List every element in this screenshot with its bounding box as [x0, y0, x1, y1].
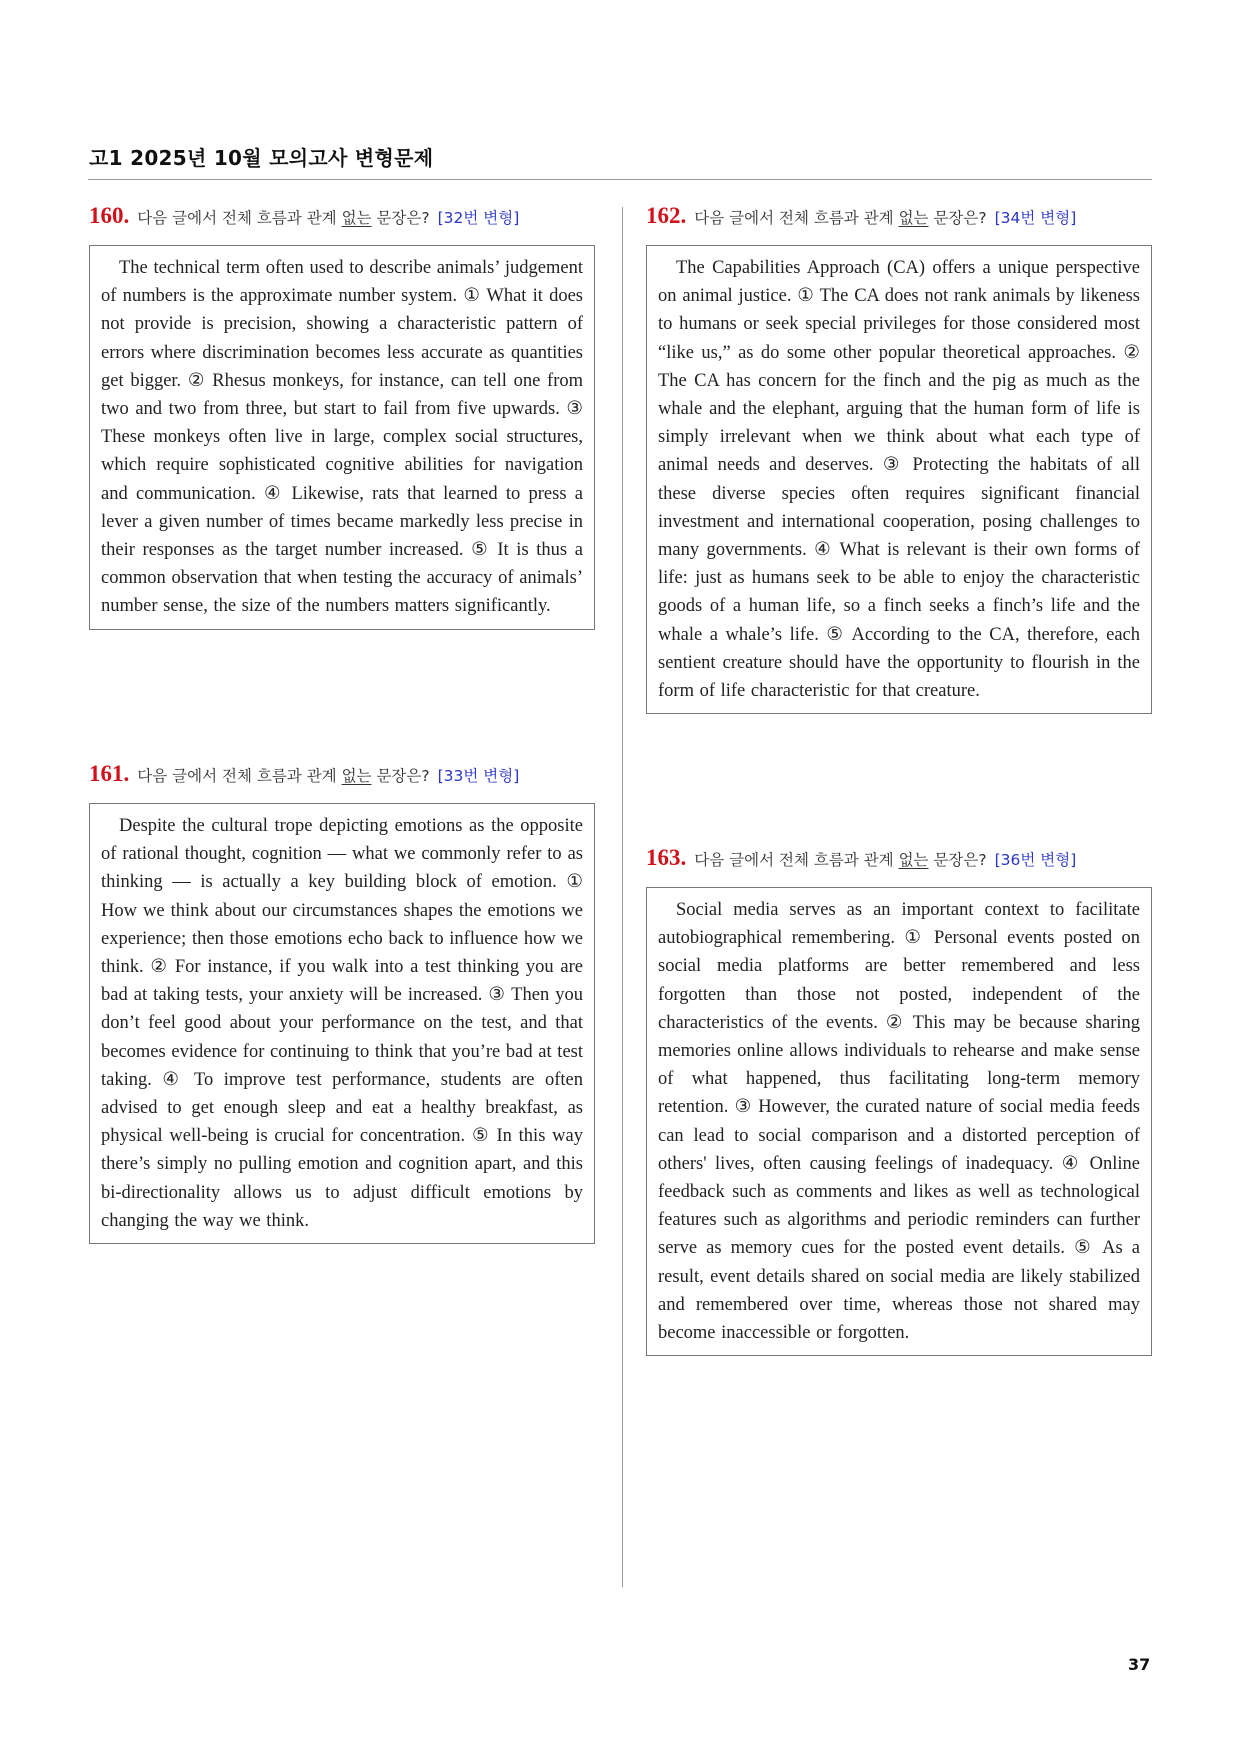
prompt-text-end: 문장은?	[371, 767, 430, 785]
question-source-tag: [32번 변형]	[437, 209, 520, 227]
passage-box: The Capabilities Approach (CA) offers a unique perspective on animal justice. ① The CA does not rank animals by likeness to humans or seek special privileges for those considered most “like us,” as do some other popular theoretical approaches. ② The CA has concern for the finch and the pig as much as the whale and the elephant, arguing that the human form of life is simply irrelevant when we think about what each type of animal needs and deserves. ③ Protecting the habitats of all these diverse species often requires significant financial investment and international cooperation, posing challenges to many governments. ④ What is relevant is their own forms of life: just as humans seek to be able to enjoy the characteristic goods of a human life, so a finch seeks a finch’s life and the whale a whale’s life. ⑤ According to the CA, therefore, each sentient creature should have the opportunity to flourish in the form of life characteristic for that creature.	[646, 245, 1152, 714]
question-163	[646, 845, 1152, 1356]
question-160	[89, 203, 595, 630]
prompt-text-end: 문장은?	[928, 209, 987, 227]
prompt-text: 다음 글에서 전체 흐름과 관계	[137, 209, 342, 227]
header-divider	[88, 179, 1152, 180]
question-prompt	[694, 848, 986, 870]
question-number: 161.	[89, 761, 130, 786]
page-number: 37	[1128, 1655, 1151, 1674]
question-header	[89, 203, 595, 233]
prompt-text-end: 문장은?	[928, 851, 987, 869]
question-number: 163.	[646, 845, 687, 870]
passage-box: Despite the cultural trope depicting emotions as the opposite of rational thought, cognition — what we commonly refer to as thinking — is actually a key building block of emotion. ① How we think about our circumstances shapes the emotions we experience; then those emotions echo back to influence how we think. ② For instance, if you walk into a test thinking you are bad at taking tests, your anxiety will be increased. ③ Then you don’t feel good about your performance on the test, and that becomes evidence for continuing to think that you’re bad at test taking. ④ To improve test performance, students are often advised to get enough sleep and eat a healthy breakfast, as physical well-being is crucial for concentration. ⑤ In this way there’s simply no pulling emotion and cognition apart, and this bi-directionality allows us to adjust difficult emotions by changing the way we think.	[89, 803, 595, 1244]
question-header	[646, 845, 1152, 875]
passage-box: Social media serves as an important context to facilitate autobiographical remembering. ① Personal events posted on social media platforms are better remembered and less forgotten than those not posted, independent of the characteristics of the events. ② This may be because sharing memories online allows individuals to rehearse and make sense of what happened, thus facilitating long-term memory retention. ③ However, the curated nature of social media feeds can lead to social comparison and a distorted perception of others' lives, often causing feelings of inadequacy. ④ Online feedback such as comments and likes as well as technological features such as algorithms and periodic reminders can further serve as memory cues for the posted event details. ⑤ As a result, event details shared on social media are likely stabilized and remembered over time, whereas those not shared may become inaccessible or forgotten.	[646, 887, 1152, 1356]
question-source-tag: [34번 변형]	[994, 209, 1077, 227]
question-prompt	[137, 206, 429, 228]
prompt-underlined-word: 없는	[341, 209, 372, 227]
question-header	[646, 203, 1152, 233]
question-source-tag: [36번 변형]	[994, 851, 1077, 869]
prompt-text: 다음 글에서 전체 흐름과 관계	[137, 767, 342, 785]
prompt-underlined-word: 없는	[341, 767, 372, 785]
prompt-underlined-word: 없는	[898, 209, 929, 227]
prompt-underlined-word: 없는	[898, 851, 929, 869]
question-number: 160.	[89, 203, 130, 228]
prompt-text: 다음 글에서 전체 흐름과 관계	[694, 851, 899, 869]
question-header	[89, 761, 595, 791]
question-162	[646, 203, 1152, 714]
prompt-text: 다음 글에서 전체 흐름과 관계	[694, 209, 899, 227]
question-prompt	[694, 206, 986, 228]
column-divider	[622, 207, 623, 1587]
question-number: 162.	[646, 203, 687, 228]
question-161	[89, 761, 595, 1244]
prompt-text-end: 문장은?	[371, 209, 430, 227]
passage-box: The technical term often used to describe animals’ judgement of numbers is the approximate number system. ① What it does not provide is precision, showing a characteristic pattern of errors where discrimination becomes less accurate as quantities get bigger. ② Rhesus monkeys, for instance, can tell one from two and two from three, but start to fail from five upwards. ③ These monkeys often live in large, complex social structures, which require sophisticated cognitive abilities for navigation and communication. ④ Likewise, rats that learned to press a lever a given number of times became markedly less precise in their responses as the target number increased. ⑤ It is thus a common observation that when testing the accuracy of animals’ number sense, the size of the numbers matters significantly.	[89, 245, 595, 630]
question-source-tag: [33번 변형]	[437, 767, 520, 785]
question-prompt	[137, 764, 429, 786]
page-header-title: 고1 2025년 10월 모의고사 변형문제	[89, 146, 434, 170]
